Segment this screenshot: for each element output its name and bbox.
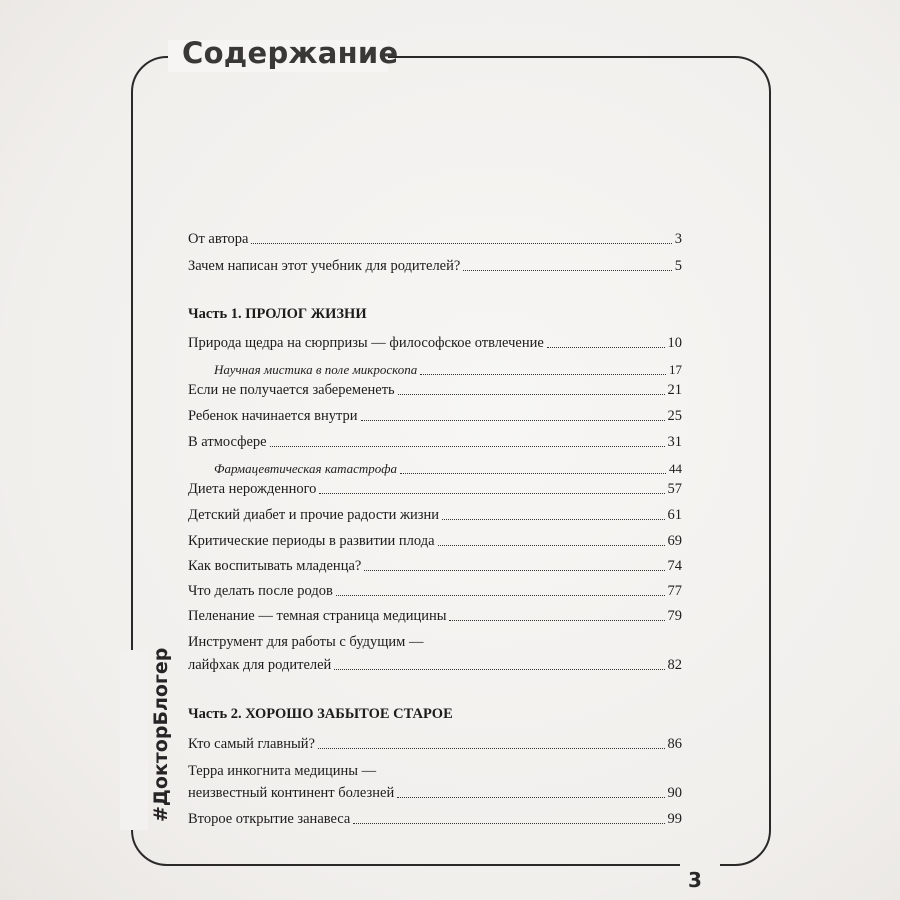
side-hashtag: #ДокторБлогер bbox=[150, 647, 172, 822]
toc-entry: В атмосфере 31 bbox=[188, 434, 682, 450]
toc-entry: Пеленание — темная страница медицины 79 bbox=[188, 608, 682, 624]
toc-entry-first-line: Терра инкогнита медицины — bbox=[188, 763, 377, 779]
toc-entry: Кто самый главный? 86 bbox=[188, 736, 682, 752]
toc-entry: Если не получается забеременеть 21 bbox=[188, 382, 682, 398]
toc-entry: Природа щедра на сюрпризы — философское отвлечение 10 bbox=[188, 335, 682, 351]
toc-entry-first-line: Инструмент для работы с будущим — bbox=[188, 634, 424, 650]
toc-entry: Детский диабет и прочие радости жизни 61 bbox=[188, 507, 682, 523]
page-title: Содержание bbox=[182, 36, 399, 70]
toc-subentry: Научная мистика в поле микроскопа 17 bbox=[214, 362, 682, 377]
toc-entry: неизвестный континент болезней 90 bbox=[188, 785, 682, 801]
toc-entry: лайфхак для родителей 82 bbox=[188, 657, 682, 673]
toc-entry: Критические периоды в развитии плода 69 bbox=[188, 533, 682, 549]
toc-entry: Диета нерожденного 57 bbox=[188, 481, 682, 497]
toc-entry: Как воспитывать младенца? 74 bbox=[188, 558, 682, 574]
part-heading: Часть 1. ПРОЛОГ ЖИЗНИ bbox=[188, 306, 367, 322]
toc-entry: Что делать после родов 77 bbox=[188, 583, 682, 599]
toc-entry: Ребенок начинается внутри 25 bbox=[188, 408, 682, 424]
toc-entry: От автора 3 bbox=[188, 231, 682, 247]
page-number: 3 bbox=[688, 868, 702, 892]
toc-entry: Зачем написан этот учебник для родителей? 5 bbox=[188, 258, 682, 274]
toc-entry: Второе открытие занавеса 99 bbox=[188, 811, 682, 827]
part-heading: Часть 2. ХОРОШО ЗАБЫТОЕ СТАРОЕ bbox=[188, 706, 453, 722]
toc-subentry: Фармацевтическая катастрофа 44 bbox=[214, 461, 682, 476]
